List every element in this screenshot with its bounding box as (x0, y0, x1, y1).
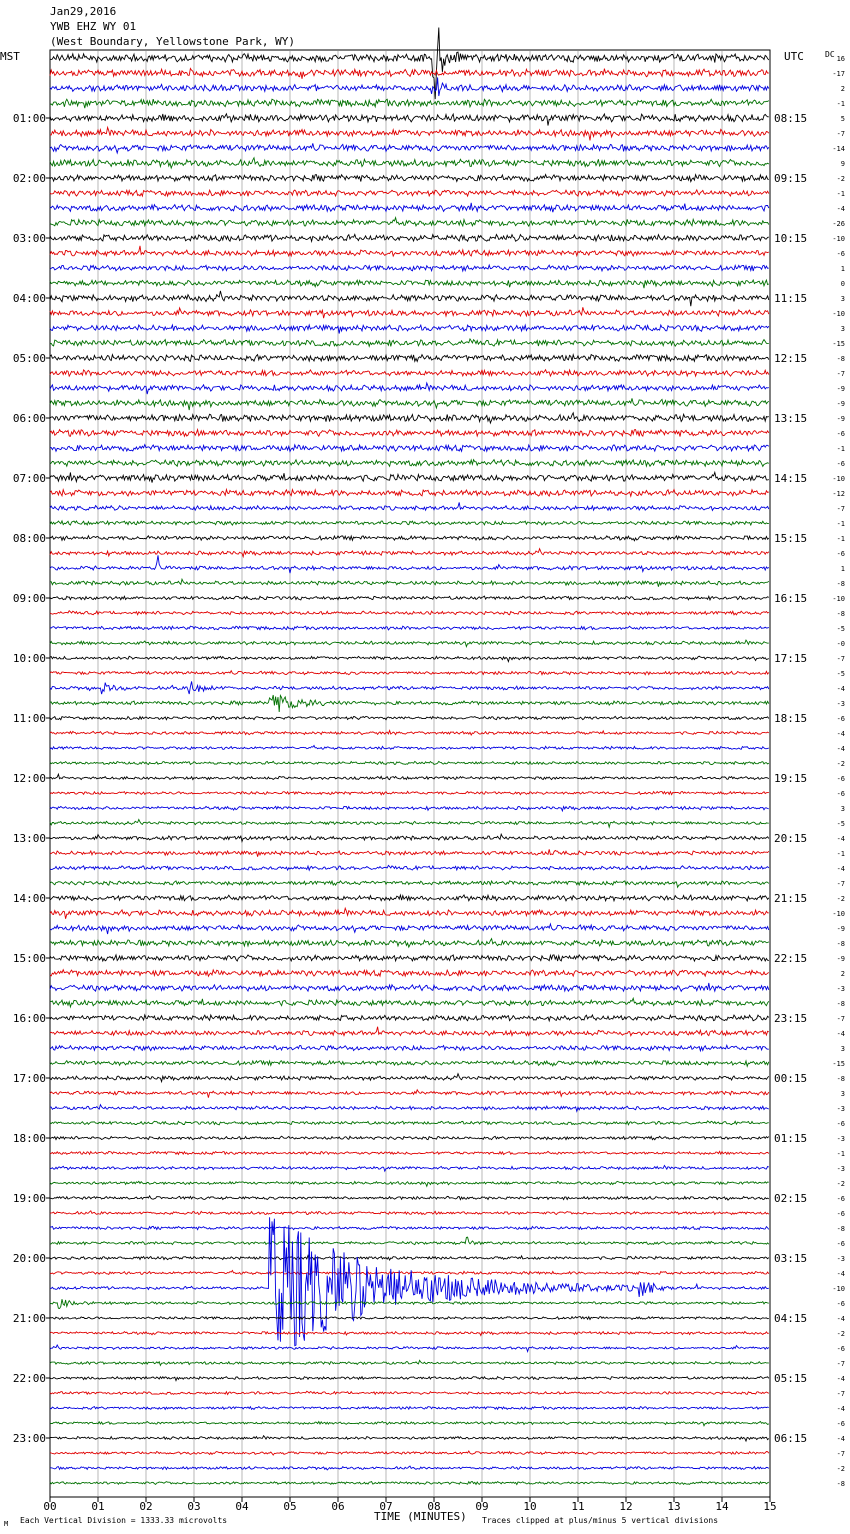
right-timezone-label: UTC (784, 50, 804, 63)
right-hour-label: 03:15 (774, 1252, 808, 1265)
trace-line (50, 325, 769, 334)
left-hour-label: 02:00 (12, 172, 46, 185)
trace-line (50, 1360, 769, 1365)
dc-offset-value: -5 (836, 820, 845, 828)
left-hour-label: 11:00 (12, 712, 46, 725)
trace-line (50, 536, 769, 541)
x-tick-label: 11 (571, 1500, 585, 1513)
x-tick-label: 03 (187, 1500, 201, 1513)
right-hour-label: 06:15 (774, 1432, 808, 1445)
trace-line (50, 671, 769, 675)
trace-line (50, 1345, 769, 1352)
dc-offset-value: -8 (836, 580, 845, 588)
dc-offset-value: -6 (836, 715, 845, 723)
trace-line (50, 1121, 769, 1125)
trace-line (50, 1226, 769, 1229)
left-hour-label: 22:00 (12, 1372, 46, 1385)
dc-offset-value: -8 (836, 1075, 845, 1083)
trace-line (50, 203, 769, 212)
dc-offset-value: -4 (836, 1315, 845, 1323)
right-hour-label: 08:15 (774, 112, 808, 125)
left-hour-label: 23:00 (12, 1432, 46, 1445)
dc-offset-value: -9 (836, 415, 845, 423)
dc-offset-value: -3 (836, 700, 845, 708)
trace-line (50, 280, 769, 288)
dc-offset-value: -14 (832, 145, 845, 153)
dc-offset-value: -12 (832, 490, 845, 498)
left-hour-label: 05:00 (12, 352, 46, 365)
dc-offset-value: -8 (836, 1480, 845, 1488)
trace-line (50, 339, 769, 347)
right-hour-label: 11:15 (774, 292, 808, 305)
left-hour-label: 10:00 (12, 652, 46, 665)
trace-line (50, 190, 769, 196)
left-hour-label: 20:00 (12, 1252, 46, 1265)
dc-offset-value: -10 (832, 595, 845, 603)
dc-offset-value: 9 (840, 160, 845, 168)
dc-offset-value: 3 (840, 1045, 845, 1053)
trace-line (50, 865, 769, 870)
left-hour-label: 17:00 (12, 1072, 46, 1085)
left-hour-label: 12:00 (12, 772, 46, 785)
left-hour-label: 01:00 (12, 112, 46, 125)
trace-line (50, 234, 769, 241)
dc-offset-value: -4 (836, 745, 845, 753)
dc-offset-value: -7 (836, 130, 845, 138)
dc-offset-value: -6 (836, 1210, 845, 1218)
trace-line (50, 370, 769, 377)
dc-offset-value: -4 (836, 685, 845, 693)
left-hour-label: 09:00 (12, 592, 46, 605)
dc-offset-value: -7 (836, 1360, 845, 1368)
dc-offset-value: -7 (836, 1390, 845, 1398)
trace-line (50, 849, 769, 856)
dc-offset-value: -9 (836, 385, 845, 393)
trace-line (50, 1015, 769, 1021)
corner-mark: M (4, 1520, 9, 1528)
dc-offset-value: -7 (836, 1015, 845, 1023)
dc-offset-value: -9 (836, 925, 845, 933)
dc-offset-value: -3 (836, 1165, 845, 1173)
dc-offset-value: 2 (840, 85, 845, 93)
right-hour-label: 22:15 (774, 952, 808, 965)
right-hour-label: 05:15 (774, 1372, 808, 1385)
dc-offset-value: 1 (840, 265, 845, 273)
right-hour-label: 21:15 (774, 892, 808, 905)
trace-line (50, 175, 769, 182)
trace-line (50, 99, 769, 108)
dc-offset-value: -7 (836, 1450, 845, 1458)
trace-line (50, 143, 769, 153)
dc-offset-value: -6 (836, 550, 845, 558)
trace-line (50, 1181, 769, 1186)
dc-offset-value: -6 (836, 430, 845, 438)
trace-line (50, 445, 769, 452)
dc-offset-value: -10 (832, 310, 845, 318)
trace-line (50, 611, 769, 615)
dc-offset-value: -9 (836, 955, 845, 963)
x-tick-label: 08 (427, 1500, 441, 1513)
trace-line (50, 1332, 769, 1336)
right-hour-label: 04:15 (774, 1312, 808, 1325)
dc-offset-value: -1 (836, 535, 845, 543)
trace-line (50, 127, 769, 140)
trace-line (50, 834, 769, 841)
dc-offset-value: -6 (836, 1195, 845, 1203)
dc-offset-value: -10 (832, 475, 845, 483)
trace-line (50, 1061, 769, 1067)
trace-line (50, 970, 769, 977)
dc-offset-value: 3 (840, 1090, 845, 1098)
dc-offset-value: -2 (836, 760, 845, 768)
right-hour-label: 17:15 (774, 652, 808, 665)
trace-line (50, 1136, 769, 1140)
right-hour-label: 20:15 (774, 832, 808, 845)
dc-offset-value: -8 (836, 1000, 845, 1008)
dc-offset-value: -3 (836, 985, 845, 993)
dc-offset-value: -4 (836, 1270, 845, 1278)
trace-line (50, 1407, 769, 1410)
trace-line (50, 1027, 769, 1036)
trace-line (50, 430, 769, 437)
left-hour-label: 13:00 (12, 832, 46, 845)
trace-line (50, 1482, 769, 1485)
trace-line (50, 1466, 769, 1470)
dc-offset-value: -4 (836, 865, 845, 873)
dc-offset-value: -6 (836, 775, 845, 783)
trace-line (50, 472, 769, 482)
scale-note: Each Vertical Division = 1333.33 microvolts (20, 1516, 228, 1525)
dc-offset-value: 16 (836, 55, 845, 63)
dc-offset-value: -1 (836, 520, 845, 528)
x-tick-label: 04 (235, 1500, 249, 1513)
left-hour-label: 15:00 (12, 952, 46, 965)
dc-offset-value: -3 (836, 1135, 845, 1143)
trace-line (50, 1391, 769, 1394)
dc-offset-value: -6 (836, 1420, 845, 1428)
right-hour-label: 23:15 (774, 1012, 808, 1025)
x-axis-title: TIME (MINUTES) (374, 1510, 467, 1523)
trace-line (50, 716, 769, 719)
trace-line (50, 460, 769, 467)
x-tick-label: 15 (763, 1500, 777, 1513)
right-hour-label: 19:15 (774, 772, 808, 785)
trace-line (50, 924, 769, 934)
right-hour-label: 14:15 (774, 472, 808, 485)
dc-offset-value: 3 (840, 325, 845, 333)
dc-offset-value: -2 (836, 1180, 845, 1188)
dc-offset-value: 3 (840, 805, 845, 813)
trace-line (50, 774, 769, 779)
left-hour-label: 16:00 (12, 1012, 46, 1025)
trace-line (50, 28, 769, 100)
dc-offset-value: -6 (836, 460, 845, 468)
left-timezone-label: MST (0, 50, 20, 63)
dc-offset-value: -15 (832, 1060, 845, 1068)
dc-offset-value: -3 (836, 1105, 845, 1113)
trace-line (50, 731, 769, 736)
left-hour-label: 04:00 (12, 292, 46, 305)
dc-offset-value: -17 (832, 70, 845, 78)
trace-line (50, 307, 769, 318)
trace-line (50, 1271, 769, 1275)
trace-line (50, 983, 769, 991)
left-hour-label: 06:00 (12, 412, 46, 425)
dc-offset-value: 1 (840, 565, 845, 573)
dc-offset-value: -6 (836, 250, 845, 258)
dc-offset-value: -8 (836, 940, 845, 948)
dc-offset-value: -1 (836, 100, 845, 108)
dc-offset-value: -7 (836, 505, 845, 513)
x-tick-label: 10 (523, 1500, 537, 1513)
left-hour-label: 07:00 (12, 472, 46, 485)
trace-line (50, 398, 769, 410)
left-hour-label: 14:00 (12, 892, 46, 905)
trace-line (50, 596, 769, 600)
right-hour-label: 18:15 (774, 712, 808, 725)
trace-line (50, 502, 769, 510)
dc-offset-value: -1 (836, 850, 845, 858)
trace-line (50, 291, 769, 306)
trace-line (50, 806, 769, 811)
trace-line (50, 791, 769, 794)
dc-offset-value: -10 (832, 235, 845, 243)
right-hour-label: 15:15 (774, 532, 808, 545)
right-hour-label: 02:15 (774, 1192, 808, 1205)
dc-offset-value: -1 (836, 1150, 845, 1158)
right-hour-label: 10:15 (774, 232, 808, 245)
trace-line (50, 626, 769, 630)
trace-line (50, 1045, 769, 1051)
left-hour-label: 03:00 (12, 232, 46, 245)
dc-offset-value: -6 (836, 1120, 845, 1128)
trace-line (50, 1451, 769, 1455)
dc-offset-value: -7 (836, 370, 845, 378)
x-tick-label: 05 (283, 1500, 297, 1513)
trace-line (50, 1377, 769, 1381)
dc-offset-value: -6 (836, 1240, 845, 1248)
dc-offset-value: -5 (836, 670, 845, 678)
trace-line (50, 1151, 769, 1154)
left-hour-label: 08:00 (12, 532, 46, 545)
x-tick-label: 12 (619, 1500, 633, 1513)
x-tick-label: 01 (91, 1500, 105, 1513)
dc-offset-value: -4 (836, 1030, 845, 1038)
trace-line (50, 265, 769, 271)
trace-line (50, 1196, 769, 1200)
trace-line (50, 1090, 769, 1098)
trace-line (50, 1299, 769, 1308)
dc-offset-value: -26 (832, 220, 845, 228)
trace-line (50, 383, 769, 394)
right-hour-label: 01:15 (774, 1132, 808, 1145)
trace-line (50, 881, 769, 887)
dc-offset-value: 0 (840, 280, 845, 288)
trace-line (50, 640, 769, 647)
dc-offset-value: 5 (840, 115, 845, 123)
trace-line (50, 218, 769, 227)
station-code: YWB EHZ WY 01 (50, 20, 137, 33)
dc-offset-value: -4 (836, 730, 845, 738)
dc-offset-value: -2 (836, 1465, 845, 1473)
trace-line (50, 955, 769, 961)
x-tick-label: 07 (379, 1500, 393, 1513)
dc-offset-value: -7 (836, 880, 845, 888)
trace-line (50, 246, 769, 256)
trace-line (50, 746, 769, 750)
x-tick-label: 09 (475, 1500, 489, 1513)
dc-offset-header: DC (825, 50, 835, 59)
dc-offset-value: 3 (840, 295, 845, 303)
trace-line (50, 355, 769, 362)
dc-offset-value: -4 (836, 1405, 845, 1413)
x-tick-label: 02 (139, 1500, 153, 1513)
dc-offset-value: -2 (836, 175, 845, 183)
trace-line (50, 1105, 769, 1112)
trace-line (50, 413, 769, 423)
trace-line (50, 681, 769, 694)
trace-line (50, 761, 769, 764)
plot-date: Jan29,2016 (50, 5, 117, 18)
left-hour-label: 21:00 (12, 1312, 46, 1325)
clip-note: Traces clipped at plus/minus 5 vertical divisions (482, 1516, 719, 1525)
right-hour-label: 00:15 (774, 1072, 808, 1085)
trace-line (50, 895, 769, 901)
dc-offset-value: -8 (836, 1225, 845, 1233)
trace-line (50, 1074, 769, 1082)
left-hour-label: 18:00 (12, 1132, 46, 1145)
trace-line (50, 1237, 769, 1244)
trace-line (50, 1436, 769, 1441)
trace-line (50, 1317, 769, 1320)
dc-offset-value: -4 (836, 205, 845, 213)
dc-offset-value: -9 (836, 400, 845, 408)
dc-offset-value: -2 (836, 895, 845, 903)
trace-line (50, 908, 769, 919)
trace-line (50, 521, 769, 525)
trace-line (50, 490, 769, 497)
dc-offset-value: -8 (836, 610, 845, 618)
dc-offset-value: -4 (836, 835, 845, 843)
dc-offset-value: -6 (836, 790, 845, 798)
x-tick-label: 13 (667, 1500, 681, 1513)
dc-offset-value: -4 (836, 1435, 845, 1443)
left-hour-label: 19:00 (12, 1192, 46, 1205)
trace-line (50, 1217, 769, 1345)
trace-line (50, 158, 769, 168)
dc-offset-value: 2 (840, 970, 845, 978)
right-hour-label: 13:15 (774, 412, 808, 425)
dc-offset-value: -10 (832, 910, 845, 918)
trace-line (50, 579, 769, 587)
right-hour-label: 16:15 (774, 592, 808, 605)
dc-offset-value: -1 (836, 190, 845, 198)
dc-offset-value: -8 (836, 355, 845, 363)
trace-line (50, 77, 769, 96)
right-hour-label: 12:15 (774, 352, 808, 365)
trace-line (50, 1211, 769, 1215)
trace-line (50, 998, 769, 1007)
dc-offset-value: -1 (836, 445, 845, 453)
x-tick-label: 00 (43, 1500, 57, 1513)
dc-offset-value: -6 (836, 1345, 845, 1353)
trace-line (50, 1422, 769, 1426)
dc-offset-value: -6 (836, 1300, 845, 1308)
trace-line (50, 68, 769, 78)
dc-offset-value: -4 (836, 1375, 845, 1383)
dc-offset-value: -5 (836, 625, 845, 633)
dc-offset-value: -2 (836, 1330, 845, 1338)
trace-line (50, 1166, 769, 1172)
trace-line (50, 114, 769, 126)
trace-line (50, 939, 769, 947)
trace-line (50, 656, 769, 661)
dc-offset-value: -0 (836, 640, 845, 648)
x-tick-label: 14 (715, 1500, 729, 1513)
trace-line (50, 1256, 769, 1261)
trace-line (50, 820, 769, 828)
dc-offset-value: -15 (832, 340, 845, 348)
station-location: (West Boundary, Yellowstone Park, WY) (50, 35, 296, 48)
trace-line (50, 555, 769, 573)
dc-offset-value: -3 (836, 1255, 845, 1263)
trace-line (50, 695, 769, 712)
dc-offset-value: -7 (836, 655, 845, 663)
x-tick-label: 06 (331, 1500, 345, 1513)
right-hour-label: 09:15 (774, 172, 808, 185)
dc-offset-value: -10 (832, 1285, 845, 1293)
